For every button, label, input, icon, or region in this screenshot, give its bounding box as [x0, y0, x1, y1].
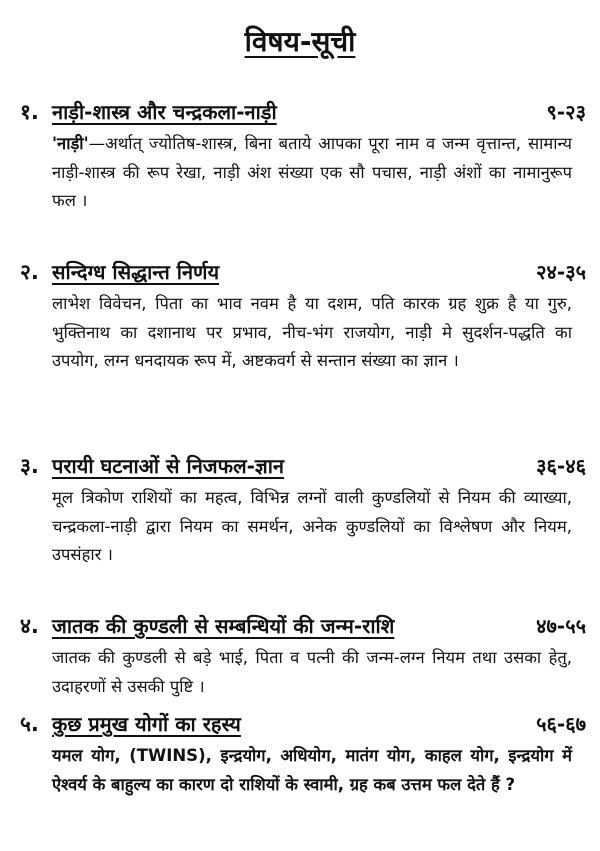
entry-heading — [20, 98, 586, 130]
entry-title: नाड़ी-शास्त्र और चन्द्रकला-नाड़ी — [52, 100, 277, 124]
toc-entry-4 — [20, 612, 586, 701]
entry-number: १. — [20, 100, 39, 124]
entry-heading — [20, 612, 586, 644]
entry-heading — [20, 452, 586, 484]
entry-number: ५. — [20, 712, 39, 736]
entry-number: ३. — [20, 454, 39, 478]
entry-description-text: —अर्थात् ज्योतिष-शास्त्र, बिना बताये आपका पूरा नाम व जन्म वृत्तान्त, सामान्य नाड़ी-शास्त्र की रूप रेखा, नाड़ी अंश संख्या एक सौ पचास, नाड़ी अंशों का नामानुरूप फल । — [52, 134, 572, 210]
toc-entry-5 — [20, 710, 586, 799]
entry-page-range: ४७-५५ — [536, 614, 586, 638]
entry-heading — [20, 258, 586, 290]
entry-title: परायी घटनाओं से निजफल-ज्ञान — [52, 454, 285, 478]
entry-title: कुछ प्रमुख योगों का रहस्य — [52, 712, 241, 736]
entry-page-range: ३६-४६ — [536, 454, 586, 478]
entry-title: सन्दिग्ध सिद्धान्त निर्णय — [52, 260, 220, 284]
entry-number: २. — [20, 260, 39, 284]
entry-page-range: ९-२३ — [546, 100, 586, 124]
toc-entry-1 — [20, 98, 586, 216]
entry-title: जातक की कुण्डली से सम्बन्धियों की जन्म-राशि — [52, 614, 395, 638]
page-title: विषय-सूची — [244, 25, 356, 58]
entry-page-range: ५६-६७ — [536, 712, 586, 736]
entry-heading — [20, 710, 586, 742]
entry-description: लाभेश विवेचन, पिता का भाव नवम है या दशम, पति कारक ग्रह शुक्र है या गुरु, भुक्तिनाथ का दशानाथ पर प्रभाव, नीच-भंग राजयोग, नाड़ी मे सुदर्शन-पद्धति का उपयोग, लग्न धनदायक रूप में, अष्टकवर्ग से सन्तान संख्या का ज्ञान । — [52, 294, 572, 370]
entry-description: यमल योग, (TWINS), इन्द्रयोग, अधियोग, मातंग योग, काहल योग, इन्द्रयोग में ऐश्वर्य के बाहुल्य का कारण दो राशियों के स्वामी, ग्रह कब उत्तम फल देते हैं ? — [52, 746, 572, 794]
entry-quote-term: 'नाड़ी' — [52, 134, 89, 153]
entry-description — [52, 130, 572, 216]
toc-entry-2 — [20, 258, 586, 376]
entry-description: जातक की कुण्डली से बड़े भाई, पिता व पत्नी की जन्म-लग्न नियम तथा उसका हेतु, उदाहरणों से उसकी पुष्टि । — [52, 648, 572, 696]
entry-page-range: २४-३५ — [536, 260, 586, 284]
entry-description: मूल त्रिकोण राशियों का महत्व, विभिन्न लग्नों वाली कुण्डलियों से नियम की व्याख्या, चन्द्रकला-नाड़ी द्वारा नियम का समर्थन, अनेक कुण्डलियों का विश्लेषण और नियम, उपसंहार । — [52, 488, 572, 564]
entry-number: ४. — [20, 614, 39, 638]
toc-entry-3 — [20, 452, 586, 570]
